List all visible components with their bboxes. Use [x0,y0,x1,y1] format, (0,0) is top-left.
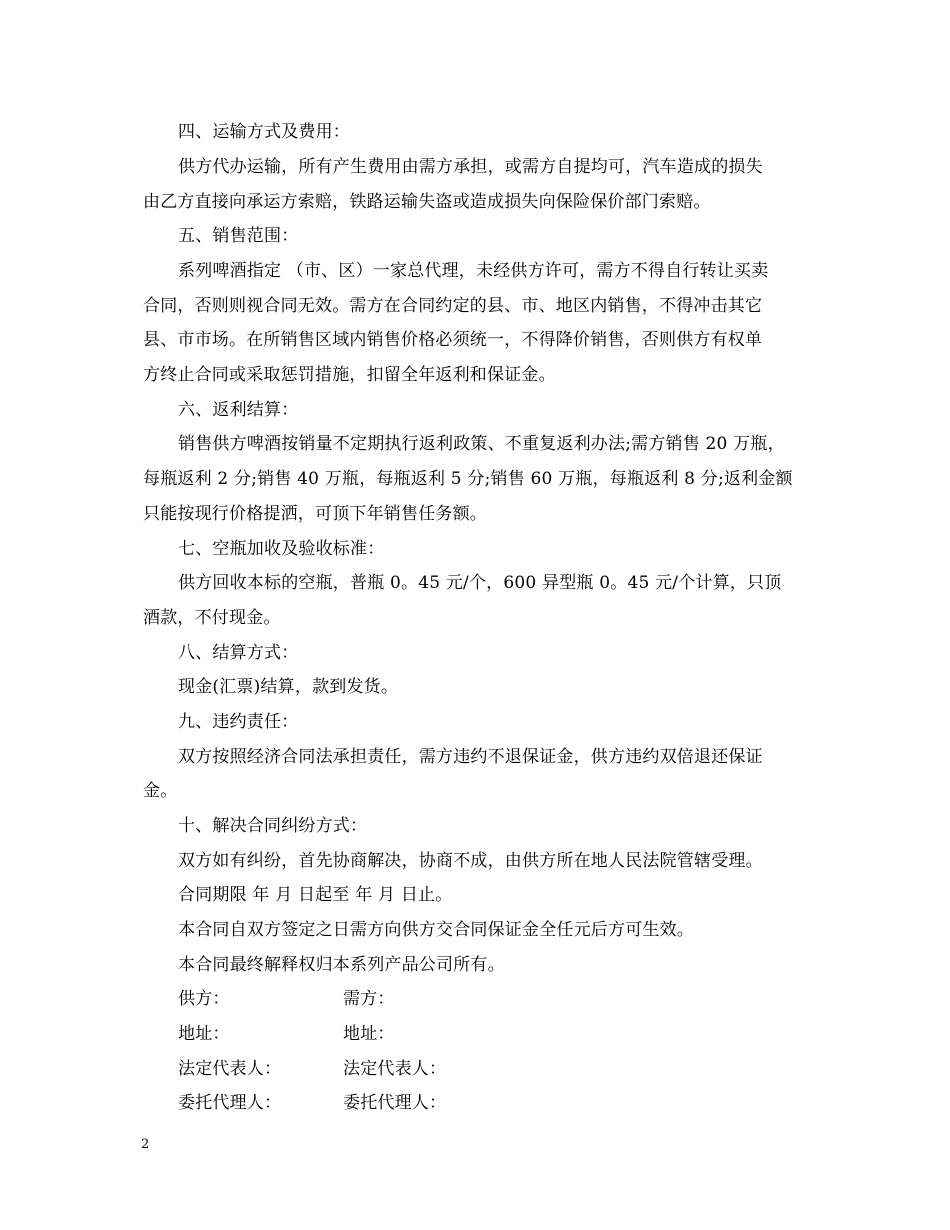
section-9-text-line: 双方按照经济合同法承担责任，需方违约不退保证金，供方违约双倍退还保证 [178,747,763,767]
section-7-text-line: 供方回收本标的空瓶，普瓶 0。45 元/个，600 异型瓶 0。45 元/个计算，只顶 [178,573,782,593]
section-6-text-line: 只能按现行价格提洒，可顶下年销售任务额。 [143,504,487,524]
section-6-text-line: 每瓶返利 2 分;销售 40 万瓶，每瓶返利 5 分;销售 60 万瓶，每瓶返利 8 分;返利金额 [143,469,793,489]
buyer-legal-rep-label: 法定代表人： [343,1059,447,1079]
section-7-text-line: 酒款，不付现金。 [143,608,281,628]
section-9-heading: 九、违约责任： [178,712,299,732]
section-8-text-line: 现金(汇票)结算，款到发货。 [178,677,399,697]
supplier-legal-rep-label: 法定代表人： [178,1059,282,1079]
section-5-text-line: 合同，否则则视合同无效。需方在合同约定的县、市、地区内销售，不得冲击其它 [143,296,763,316]
section-7-heading: 七、空瓶加收及验收标准： [178,539,385,559]
section-6-heading: 六、返利结算： [178,400,299,420]
section-4-text-line: 供方代办运输，所有产生费用由需方承担，或需方自提均可，汽车造成的损失 [178,157,763,177]
supplier-address-label: 地址： [178,1024,230,1044]
section-9-text-line: 金。 [143,781,178,801]
section-5-text-line: 系列啤酒指定 （市、区）一家总代理，未经供方许可，需方不得自行转让买卖 [178,261,769,281]
page-number: 2 [141,1137,150,1152]
supplier-agent-label: 委托代理人： [178,1093,282,1113]
buyer-label: 需方： [343,989,395,1009]
buyer-agent-label: 委托代理人： [343,1093,447,1113]
section-5-text-line: 县、市市场。在所销售区域内销售价格必须统一，不得降价销售，否则供方有权单 [143,330,763,350]
contract-effective-clause: 本合同自双方签定之日需方向供方交合同保证金全任元后方可生效。 [178,920,694,940]
section-10-text-line: 双方如有纠纷，首先协商解决，协商不成，由供方所在地人民法院管辖受理。 [178,851,763,871]
section-6-text-line: 销售供方啤酒按销量不定期执行返利政策、不重复返利办法;需方销售 20 万瓶， [178,434,785,454]
section-5-text-line: 方终止合同或采取惩罚措施，扣留全年返利和保证金。 [143,365,556,385]
contract-term: 合同期限 年 月 日起至 年 月 日止。 [178,885,453,905]
section-5-heading: 五、销售范围： [178,226,299,246]
contract-interpretation-clause: 本合同最终解释权归本系列产品公司所有。 [178,955,505,975]
buyer-address-label: 地址： [343,1024,395,1044]
section-4-heading: 四、运输方式及费用： [178,122,350,142]
section-8-heading: 八、结算方式： [178,643,299,663]
section-4-text-line: 由乙方直接向承运方索赔，铁路运输失盗或造成损失向保险保价部门索赔。 [143,192,711,212]
section-10-heading: 十、解决合同纠纷方式： [178,816,368,836]
supplier-label: 供方： [178,989,230,1009]
